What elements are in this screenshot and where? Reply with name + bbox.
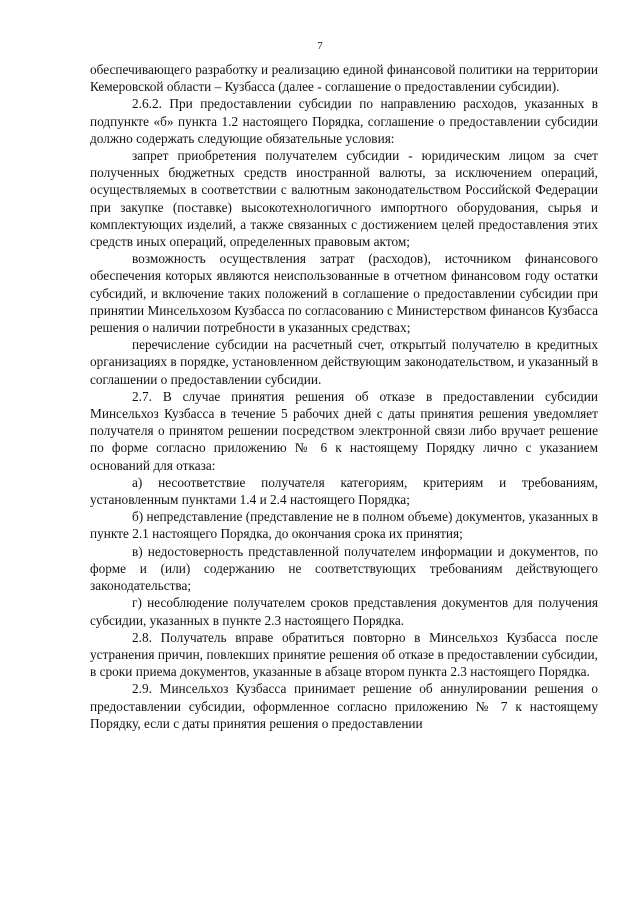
paragraph: перечисление субсидии на расчетный счет, открытый получателю в кредитных организациях в порядке, установленном действующим законодательством, и указанный в соглашении о предоставлении субсидии. (90, 337, 598, 387)
paragraph: в) недостоверность представленной получателем информации и документов, по форме и (или) содержанию не соответствующих требованиям действующего законодательства; (90, 543, 598, 594)
paragraph: г) несоблюдение получателем сроков представления документов для получения субсидии, указанных в пункте 2.3 настоящего Порядка. (90, 595, 598, 628)
document-body (90, 61, 598, 732)
paragraph: 2.8. Получатель вправе обратиться повторно в Минсельхоз Кузбасса после устранения причин, повлекших принятие решения об отказе в предоставлении субсидии, в сроки приема документов, указанные в абзаце втором пункта 2.3 настоящего Порядка. (90, 629, 598, 680)
page-number: 7 (317, 40, 323, 52)
paragraph: обеспечивающего разработку и реализацию единой финансовой политики на территории Кемеровской области – Кузбасса (далее - соглашение о предоставлении субсидии). (90, 62, 598, 95)
paragraph: 2.7. В случае принятия решения об отказе в предоставлении субсидии Минсельхоз Кузбасса в течение 5 рабочих дней с даты принятия решения уведомляет получателя о принятом решении посредством электронной связи либо вручает решение по форме согласно приложению № 6 к настоящему Порядку лично с указанием оснований для отказа: (90, 388, 598, 473)
paragraph: 2.9. Минсельхоз Кузбасса принимает решение об аннулировании решения о предоставлении субсидии, оформленное согласно приложению № 7 к настоящему Порядку, если с даты принятия решения о предоставлении (90, 681, 598, 731)
paragraph: а) несоответствие получателя категориям, критериям и требованиям, установленным пунктами 1.4 и 2.4 настоящего Порядка; (90, 474, 598, 508)
paragraph: возможность осуществления затрат (расходов), источником финансового обеспечения которых являются неиспользованные в отчетном финансовом году остатки субсидий, и включение таких положений в соглашение о предоставлении субсидии при принятии Минсельхозом Кузбасса по согласованию с Министерством финансов Кузбасса решения о наличии потребности в указанных средствах; (90, 251, 598, 336)
paragraph: 2.6.2. При предоставлении субсидии по направлению расходов, указанных в подпункте «б» пункта 1.2 настоящего Порядка, соглашение о предоставлении субсидии должно содержать следующие обязательные условия: (90, 96, 598, 146)
paragraph: запрет приобретения получателем субсидии - юридическим лицом за счет полученных бюджетных средств иностранной валюты, за исключением операций, осуществляемых в соответствии с валютным законодательством Российской Федерации при закупке (поставке) высокотехнологичного импортного оборудования, сырья и комплектующих изделий, а также связанных с достижением целей предоставления этих средств иных операций, определенных правовым актом; (90, 148, 598, 250)
paragraph: б) непредставление (представление не в полном объеме) документов, указанных в пункте 2.1 настоящего Порядка, до окончания срока их принятия; (90, 509, 598, 542)
